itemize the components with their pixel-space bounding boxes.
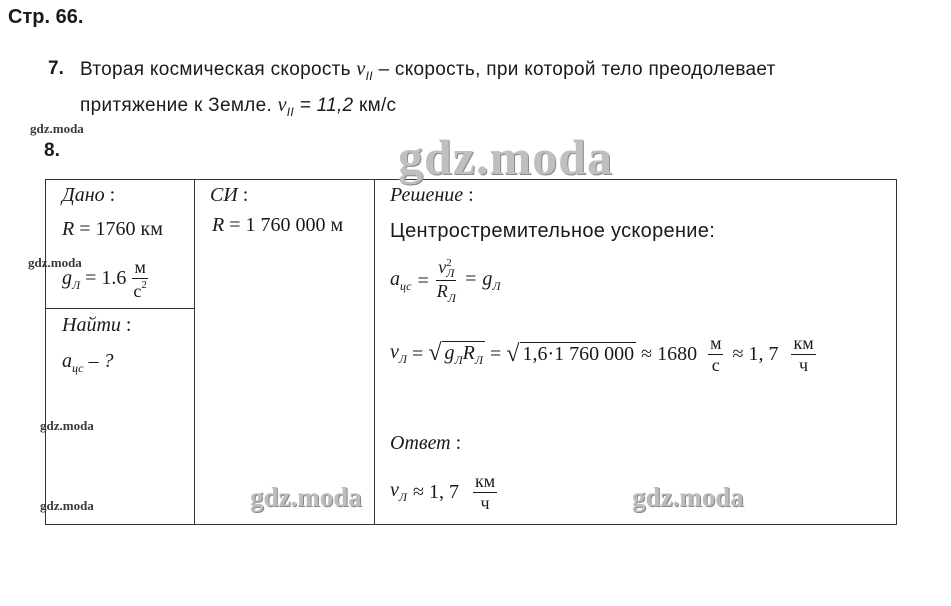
answer-value: ≈ 1, 7 <box>413 480 460 503</box>
velocity-subscript-2: II <box>286 105 295 119</box>
formula-2-unit-ms-denominator: с <box>711 354 720 375</box>
given-gravity-value: = 1.6 <box>85 266 127 289</box>
task-8-number: 8. <box>44 140 60 161</box>
answer-lhs <box>390 479 407 505</box>
find-acceleration-subscript: цс <box>72 361 84 375</box>
formula-2-approx-17: ≈ 1, 7 <box>732 342 779 365</box>
solution-header-text: Решение <box>390 184 464 206</box>
formula-2-approx-1680: ≈ 1680 <box>641 342 698 365</box>
watermark-medium-2: gdz.moda <box>632 482 744 512</box>
formula-2-sqrt-1 <box>428 340 485 368</box>
find-question: – ? <box>88 350 114 372</box>
answer-header <box>390 432 461 455</box>
find-target <box>62 350 113 376</box>
find-header <box>62 314 131 337</box>
formula-2-equals: = <box>412 342 424 365</box>
sqrt-1-r: R <box>462 342 475 365</box>
formula-2-unit-ms <box>708 334 723 375</box>
formula-1-num-exponent: 2 <box>446 256 452 269</box>
solution-caption: Центростремительное ускорение: <box>390 220 716 242</box>
formula-2-unit-kmh-numerator: км <box>793 333 814 353</box>
task-7-text-a: Вторая космическая скорость <box>80 59 357 80</box>
formula-1-g-sub: Л <box>492 279 501 294</box>
watermark-small-1: gdz.moda <box>30 121 84 136</box>
formula-1-denominator <box>435 281 458 305</box>
given-radius <box>62 218 163 241</box>
formula-1-a-sub: цс <box>400 279 412 294</box>
si-radius-value: = 1 760 000 м <box>229 214 344 236</box>
given-gravity-subscript: Л <box>72 277 81 292</box>
task-7-line-1 <box>80 58 776 83</box>
given-gravity-unit-den-exponent: 2 <box>141 278 147 291</box>
velocity-unit: км/с <box>353 95 397 116</box>
si-header-text: СИ <box>210 184 238 206</box>
formula-1-den-sub: Л <box>447 291 456 306</box>
task-7-number: 7. <box>48 58 64 79</box>
formula-1-equals: = <box>417 269 429 292</box>
formula-2-unit-kmh-denominator: ч <box>799 354 809 375</box>
given-gravity-unit-den-base: с <box>133 280 142 301</box>
sqrt-1-content <box>442 341 485 368</box>
given-header <box>62 184 115 207</box>
formula-2-equals-2: = <box>489 342 502 365</box>
sqrt-1-g: g <box>444 342 455 365</box>
si-radius <box>212 214 343 237</box>
solution-header <box>390 184 474 207</box>
formula-1-a: a <box>390 268 400 291</box>
sqrt-1-r-sub: Л <box>474 353 483 368</box>
task-7-line-2 <box>80 94 396 119</box>
sqrt-2-content: 1,6·1 760 000 <box>522 342 635 365</box>
sqrt-1-g-sub: Л <box>454 353 463 368</box>
formula-2-sqrt-2 <box>506 341 636 368</box>
table-left-border <box>45 179 46 525</box>
formula-1-rhs <box>464 268 501 294</box>
watermark-small-4: gdz.moda <box>40 498 94 513</box>
given-header-colon: : <box>109 184 116 206</box>
formula-1-fraction <box>435 258 458 305</box>
answer-header-colon: : <box>455 432 462 454</box>
watermark-medium-1: gdz.moda <box>250 482 362 512</box>
watermark-small-2: gdz.moda <box>28 255 82 270</box>
given-gravity-symbol: g <box>62 266 72 289</box>
watermark-small-3: gdz.moda <box>40 418 94 433</box>
velocity-symbol-2: v <box>277 94 287 116</box>
table-divider-1 <box>194 179 195 525</box>
si-header <box>210 184 248 207</box>
sqrt-2-icon: √ <box>506 340 520 367</box>
task-7-text-c: притяжение к Земле. <box>80 95 278 116</box>
formula-1-g: = g <box>463 268 493 291</box>
answer-header-text: Ответ <box>390 432 451 454</box>
page-title: Стр. 66. <box>8 6 84 28</box>
given-radius-symbol: R <box>62 218 75 240</box>
task-7-text-b: – скорость, при которой тело преодолевает <box>372 59 776 80</box>
table-right-border <box>896 179 897 525</box>
si-radius-symbol: R <box>212 214 225 236</box>
formula-1-lhs <box>390 268 411 294</box>
sqrt-1-icon: √ <box>428 340 442 367</box>
answer-unit-numerator: км <box>475 471 496 491</box>
answer-formula <box>390 472 497 513</box>
table-bottom-border <box>45 524 897 525</box>
solution-header-colon: : <box>468 184 474 206</box>
answer-v-sub: Л <box>398 490 408 505</box>
formula-2-lhs <box>390 341 407 367</box>
find-acceleration-symbol: a <box>62 350 72 372</box>
answer-v: v <box>390 479 399 502</box>
formula-1-num-v: v <box>438 257 447 277</box>
given-gravity-unit-numerator: м <box>134 257 146 277</box>
given-header-text: Дано <box>62 184 105 206</box>
table-given-find-divider <box>45 308 195 309</box>
find-header-colon: : <box>125 314 132 336</box>
formula-2-unit-kmh <box>791 334 815 375</box>
answer-unit-denominator: ч <box>480 492 490 513</box>
find-header-text: Найти <box>62 314 121 336</box>
formula-velocity <box>390 334 816 375</box>
answer-unit <box>473 472 497 513</box>
velocity-value: = 11,2 <box>294 95 354 116</box>
formula-centripetal <box>390 258 501 305</box>
velocity-symbol: v <box>356 58 366 80</box>
formula-1-numerator <box>436 258 456 281</box>
formula-2-unit-ms-numerator: м <box>710 333 722 353</box>
given-gravity-unit-denominator <box>131 279 149 301</box>
given-gravity-unit <box>131 258 149 301</box>
watermark-large: gdz.moda <box>398 129 613 185</box>
velocity-subscript: II <box>365 69 373 83</box>
formula-2-v-sub: Л <box>398 352 408 367</box>
si-header-colon: : <box>242 184 249 206</box>
formula-2-v: v <box>390 341 399 364</box>
given-radius-value: = 1760 км <box>79 218 163 240</box>
formula-1-den-r: R <box>436 281 448 302</box>
table-divider-2 <box>374 179 375 525</box>
formula-1-num-sub: Л <box>446 266 455 281</box>
